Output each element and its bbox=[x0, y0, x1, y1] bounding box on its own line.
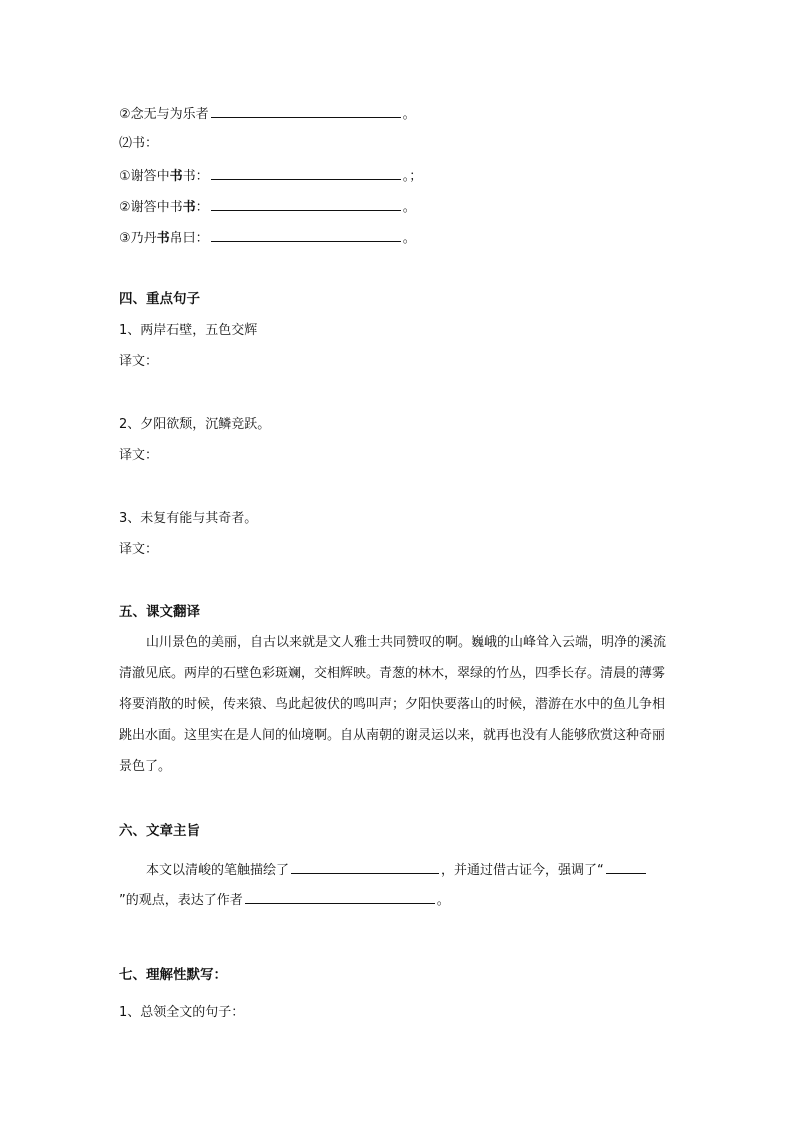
section-heading-4: 四、重点句子 bbox=[119, 291, 200, 307]
key-character: 书 bbox=[169, 169, 183, 184]
theme-end: 。 bbox=[436, 893, 450, 908]
translation-label-3: 译文： bbox=[119, 542, 159, 557]
item-text: 帛曰： bbox=[169, 231, 209, 246]
key-character: 书 bbox=[156, 231, 170, 246]
theme-text: 本文以清峻的笔触描绘了 bbox=[146, 863, 290, 878]
item-text: ③乃丹 bbox=[119, 231, 157, 246]
answer-blank[interactable] bbox=[211, 228, 401, 242]
sentence-1: 1、两岸石壁，五色交辉 bbox=[119, 323, 258, 338]
subsection-heading: ⑵书： bbox=[119, 136, 159, 151]
item-end: 。 bbox=[402, 231, 416, 246]
subsection-shu bbox=[119, 135, 158, 153]
section-heading-6: 六、文章主旨 bbox=[119, 823, 200, 839]
fill-item-shu-1 bbox=[119, 166, 422, 186]
key-character: 书 bbox=[182, 200, 196, 215]
sentence-3: 3、未复有能与其奇者。 bbox=[119, 511, 258, 526]
item-end: 。 bbox=[402, 107, 416, 122]
item-text: ①谢答中 bbox=[119, 169, 170, 184]
answer-blank[interactable] bbox=[211, 166, 401, 180]
sentence-2: 2、夕阳欲颓，沉鳞竞跃。 bbox=[119, 417, 271, 432]
item-end: 。； bbox=[402, 169, 423, 184]
fill-item-shu-2 bbox=[119, 197, 416, 217]
answer-blank[interactable] bbox=[211, 104, 401, 118]
dictation-question-1: 1、总领全文的句子： bbox=[119, 1005, 245, 1020]
fill-item-2 bbox=[119, 104, 416, 124]
item-text: ： bbox=[195, 200, 209, 215]
section-heading-7: 七、理解性默写： bbox=[119, 967, 227, 983]
fill-item-shu-3 bbox=[119, 228, 416, 248]
answer-blank[interactable] bbox=[245, 890, 435, 904]
theme-text: ，并通过借古证今，强调了“ bbox=[441, 863, 604, 878]
item-end: 。 bbox=[402, 200, 416, 215]
answer-blank[interactable] bbox=[291, 860, 439, 874]
translation-label-2: 译文： bbox=[119, 448, 159, 463]
theme-line-1 bbox=[146, 860, 648, 880]
item-text: 书： bbox=[182, 169, 209, 184]
answer-blank[interactable] bbox=[606, 860, 646, 874]
theme-text: ”的观点，表达了作者 bbox=[119, 893, 243, 908]
translation-label-1: 译文： bbox=[119, 354, 159, 369]
item-text: ②念无与为乐者 bbox=[119, 107, 209, 122]
answer-blank[interactable] bbox=[211, 197, 401, 211]
translation-paragraph: 山川景色的美丽，自古以来就是文人雅士共同赞叹的啊。巍峨的山峰耸入云端，明净的溪流清澈见底。两岸的石壁色彩斑斓，交相辉映。青葱的林木，翠绿的竹丛，四季长存。清晨的薄雾将要消散的时候，传来猿、鸟此起彼伏的鸣叫声；夕阳快要落山的时候，潜游在水中的鱼儿争相跳出水面。这里实在是人间的仙境啊。自从南朝的谢灵运以来，就再也没有人能够欣赏这种奇丽景色了。 bbox=[119, 635, 667, 774]
item-text: ②谢答中书 bbox=[119, 200, 183, 215]
theme-line-2 bbox=[119, 890, 450, 910]
section-heading-5: 五、课文翻译 bbox=[119, 604, 200, 620]
